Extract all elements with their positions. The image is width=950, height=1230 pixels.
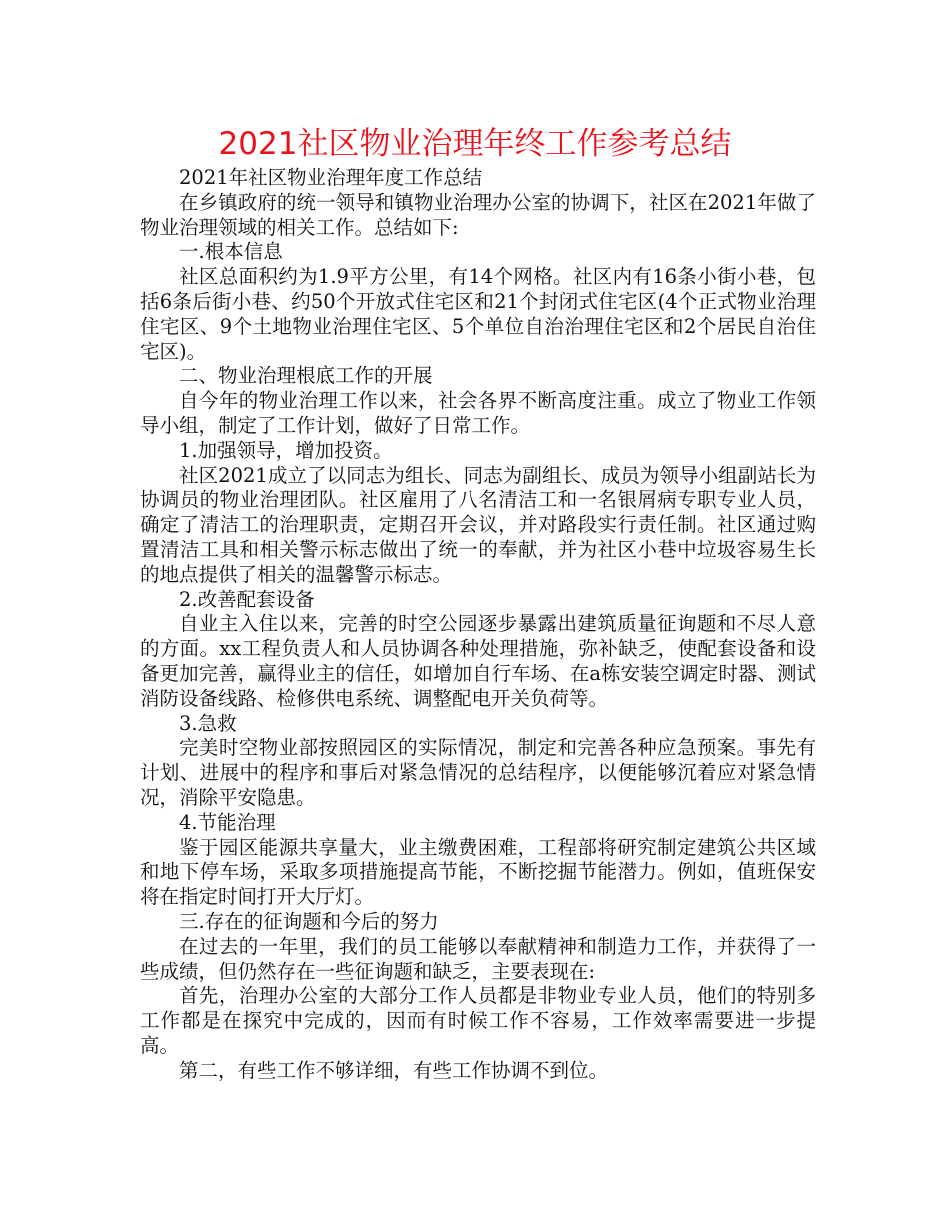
paragraph-problems: 在过去的一年里，我们的员工能够以奉献精神和制造力工作，并获得了一些成绩，但仍然存在一些征询题和缺乏，主要表现在:: [140, 934, 816, 983]
subheading-facilities: 2.改善配套设备: [179, 587, 315, 611]
section-heading-basic-info: 一.根本信息: [179, 240, 283, 264]
document-title: 2021社区物业治理年终工作参考总结: [218, 126, 732, 162]
paragraph-basic-info: 社区总面积约为1.9平方公里，有14个网格。社区内有16条小街小巷，包括6条后街小巷、约50个开放式住宅区和21个封闭式住宅区(4个正式物业治理住宅区、9个土地物业治理住宅区、5个单位自治治理住宅区和2个居民自治住宅区)。: [140, 265, 816, 363]
subheading-energy: 4.节能治理: [179, 810, 276, 834]
paragraph-work-overview: 自今年的物业治理工作以来，社会各界不断高度注重。成立了物业工作领导小组，制定了工作计划，做好了日常工作。: [140, 389, 816, 437]
paragraph-emergency: 完美时空物业部按照园区的实际情况，制定和完善各种应急预案。事先有计划、进展中的程序和事后对紧急情况的总结程序，以便能够沉着应对紧急情况，消除平安隐患。: [140, 736, 816, 809]
paragraph-intro: 在乡镇政府的统一领导和镇物业治理办公室的协调下，社区在2021年做了物业治理领域的相关工作。总结如下:: [140, 190, 816, 239]
paragraph-subtitle: 2021年社区物业治理年度工作总结: [179, 166, 483, 189]
section-heading-work: 二、物业治理根底工作的开展: [179, 364, 433, 388]
paragraph-energy: 鉴于园区能源共享量大，业主缴费困难，工程部将研究制定建筑公共区域和地下停车场，采取多项措施提高节能，不断挖掘节能潜力。例如，值班保安将在指定时间打开大厅灯。: [140, 835, 816, 909]
document-body: [140, 166, 816, 1083]
subheading-leadership: 1.加强领导，增加投资。: [179, 438, 393, 462]
subheading-emergency: 3.急救: [179, 711, 237, 735]
section-heading-problems: 三.存在的征询题和今后的努力: [179, 909, 439, 933]
paragraph-leadership: 社区2021成立了以同志为组长、同志为副组长、成员为领导小组副站长为协调员的物业治理团队。社区雇用了八名清洁工和一名银屑病专职专业人员，确定了清洁工的治理职责，定期召开会议，并对路段实行责任制。社区通过购置清洁工具和相关警示标志做出了统一的奉献，并为社区小巷中垃圾容易生长的地点提供了相关的温馨警示标志。: [140, 463, 816, 586]
paragraph-first-problem: 首先，治理办公室的大部分工作人员都是非物业专业人员，他们的特别多工作都是在探究中完成的，因而有时候工作不容易，工作效率需要进一步提高。: [140, 984, 816, 1057]
paragraph-second-problem: 第二，有些工作不够详细，有些工作协调不到位。: [179, 1058, 609, 1082]
paragraph-facilities: 自业主入住以来，完善的时空公园逐步暴露出建筑质量征询题和不尽人意的方面。xx工程负责人和人员协调各种处理措施，弥补缺乏，使配套设备和设备更加完善，赢得业主的信任，如增加自行车场、在a栋安装空调定时器、测试消防设备线路、检修供电系统、调整配电开关负荷等。: [140, 612, 816, 710]
